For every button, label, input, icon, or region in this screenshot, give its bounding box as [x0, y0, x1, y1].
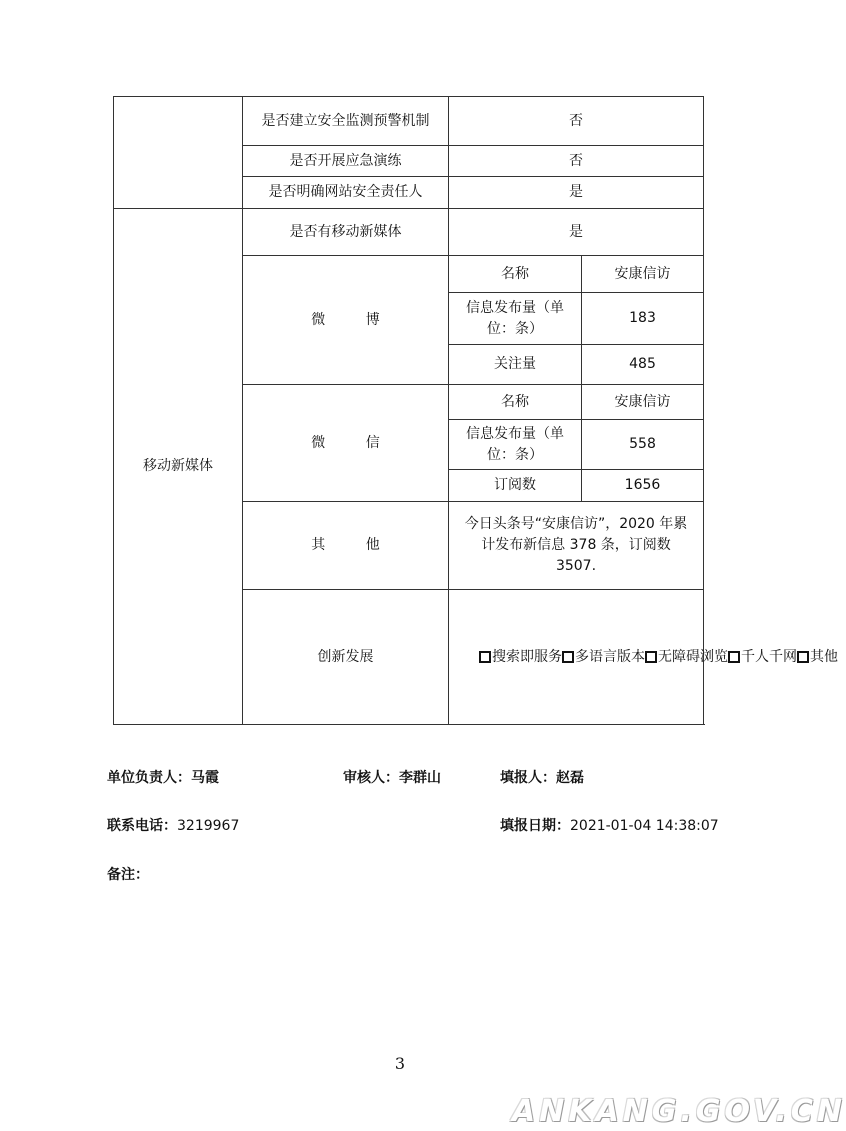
- reviewer-label: 审核人：: [343, 770, 399, 786]
- weibo-posts-label: 信息发布量（单位：条）: [449, 293, 582, 345]
- date-label: 填报日期：: [500, 818, 570, 834]
- wechat-subs-value: 1656: [582, 470, 704, 502]
- mobile-media-section-label: 移动新媒体: [114, 209, 243, 725]
- phone-field: [107, 815, 239, 835]
- has-mobile-label: 是否有移动新媒体: [243, 209, 449, 256]
- filler-label: 填报人：: [500, 770, 556, 786]
- option-other[interactable]: 其他: [797, 649, 838, 665]
- site-watermark: ANKANG.GOV.CN: [512, 1094, 846, 1129]
- innovation-options: [449, 590, 838, 725]
- leader-label: 单位负责人：: [107, 770, 191, 786]
- weibo-posts-value: 183: [582, 293, 704, 345]
- table-row: [114, 209, 704, 256]
- date-value: 2021-01-04 14:38:07: [570, 818, 719, 834]
- checkbox-icon: [797, 651, 809, 663]
- security-owner-label: 是否明确网站安全责任人: [243, 177, 449, 209]
- report-table: [113, 96, 838, 725]
- wechat-name-label: 名称: [449, 385, 582, 420]
- emergency-drill-value: 否: [449, 146, 704, 177]
- security-warning-label: 是否建立安全监测预警机制: [243, 97, 449, 146]
- weibo-name-label: 名称: [449, 256, 582, 293]
- leader-field: [107, 767, 219, 787]
- wechat-subs-label: 订阅数: [449, 470, 582, 502]
- has-mobile-value: 是: [449, 209, 704, 256]
- weibo-label: 微 博: [243, 256, 449, 385]
- reviewer-value: 李群山: [399, 770, 441, 786]
- other-text: 今日头条号“安康信访”，2020 年累计发布新信息 378 条，订阅数 3507.: [449, 502, 704, 590]
- page-number: 3: [394, 1054, 406, 1073]
- weibo-name-value: 安康信访: [582, 256, 704, 293]
- emergency-drill-label: 是否开展应急演练: [243, 146, 449, 177]
- checkbox-icon: [728, 651, 740, 663]
- phone-label: 联系电话：: [107, 818, 177, 834]
- phone-value: 3219967: [177, 818, 240, 834]
- other-label: 其 他: [243, 502, 449, 590]
- security-warning-value: 否: [449, 97, 704, 146]
- checkbox-icon: [562, 651, 574, 663]
- security-owner-value: 是: [449, 177, 704, 209]
- wechat-name-value: 安康信访: [582, 385, 704, 420]
- filler-value: 赵磊: [556, 770, 584, 786]
- remarks-label: 备注：: [107, 867, 149, 883]
- leader-value: 马霞: [191, 770, 219, 786]
- wechat-posts-label: 信息发布量（单位：条）: [449, 420, 582, 470]
- wechat-label: 微 信: [243, 385, 449, 502]
- checkbox-icon: [645, 651, 657, 663]
- option-search-service[interactable]: 搜索即服务: [479, 649, 562, 665]
- weibo-follow-label: 关注量: [449, 345, 582, 385]
- security-section-cell: [114, 97, 243, 209]
- checkbox-icon: [479, 651, 491, 663]
- option-multilingual[interactable]: 多语言版本: [562, 649, 645, 665]
- reviewer-field: [343, 767, 441, 787]
- innovation-section-label: 创新发展: [243, 590, 449, 725]
- weibo-follow-value: 485: [582, 345, 704, 385]
- wechat-posts-value: 558: [582, 420, 704, 470]
- filler-field: [500, 767, 584, 787]
- date-field: [500, 815, 719, 835]
- option-personalized[interactable]: 千人千网: [728, 649, 797, 665]
- table-row: [114, 97, 704, 146]
- option-accessibility[interactable]: 无障碍浏览: [645, 649, 728, 665]
